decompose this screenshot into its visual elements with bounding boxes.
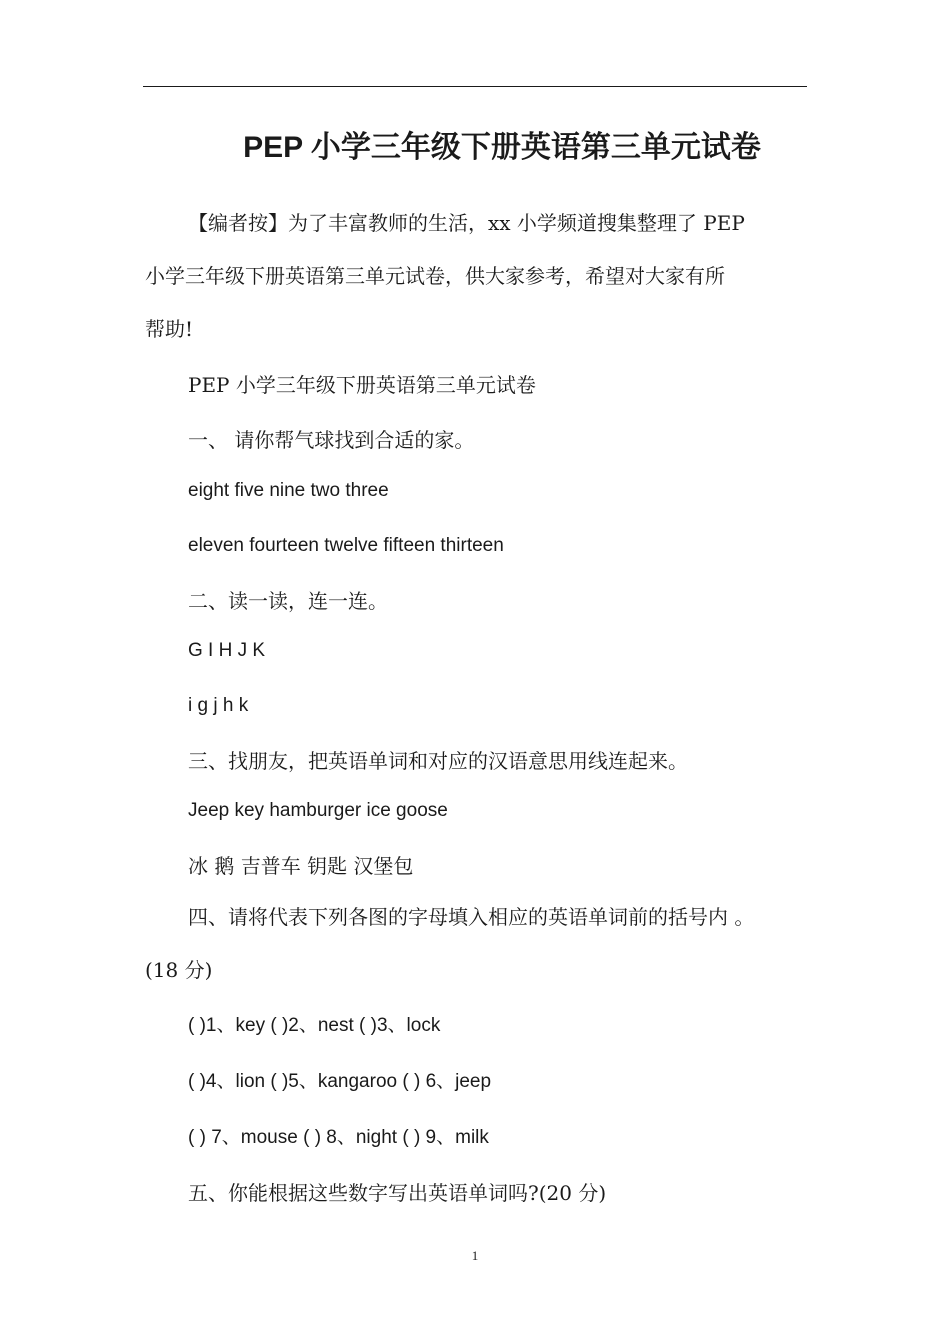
section-2-line-1: G I H J K [188, 640, 266, 661]
section-4-line-1: ( )1、key ( )2、nest ( )3、lock [188, 1015, 441, 1036]
section-1-heading: 一、 请你帮气球找到合适的家。 [188, 428, 475, 452]
section-2-line-2: i g j h k [188, 695, 249, 716]
section-3-line-1: Jeep key hamburger ice goose [188, 800, 448, 821]
section-4-heading-line-2: (18 分) [145, 958, 213, 982]
section-3-heading: 三、找朋友，把英语单词和对应的汉语意思用线连起来。 [188, 749, 688, 773]
header-rule [143, 86, 807, 87]
section-1-line-1: eight five nine two three [188, 480, 389, 501]
section-4-line-3: ( ) 7、mouse ( ) 8、night ( ) 9、milk [188, 1127, 489, 1148]
subtitle: PEP 小学三年级下册英语第三单元试卷 [188, 373, 536, 397]
section-3-line-2: 冰 鹅 吉普车 钥匙 汉堡包 [188, 854, 414, 878]
section-2-heading: 二、读一读，连一连。 [188, 589, 388, 613]
intro-line-3: 帮助! [145, 317, 194, 341]
intro-line-2: 小学三年级下册英语第三单元试卷，供大家参考，希望对大家有所 [145, 264, 725, 288]
section-5-heading: 五、你能根据这些数字写出英语单词吗?(20 分) [188, 1181, 607, 1205]
section-4-line-2: ( )4、lion ( )5、kangaroo ( ) 6、jeep [188, 1071, 492, 1092]
document-title: PEP 小学三年级下册英语第三单元试卷 [243, 131, 761, 164]
section-4-heading-line-1: 四、请将代表下列各图的字母填入相应的英语单词前的括号内 。 [188, 905, 755, 929]
intro-line-1: 【编者按】为了丰富教师的生活，xx 小学频道搜集整理了 PEP [188, 211, 745, 235]
section-1-line-2: eleven fourteen twelve fifteen thirteen [188, 535, 504, 556]
page-number: 1 [471, 1248, 479, 1263]
